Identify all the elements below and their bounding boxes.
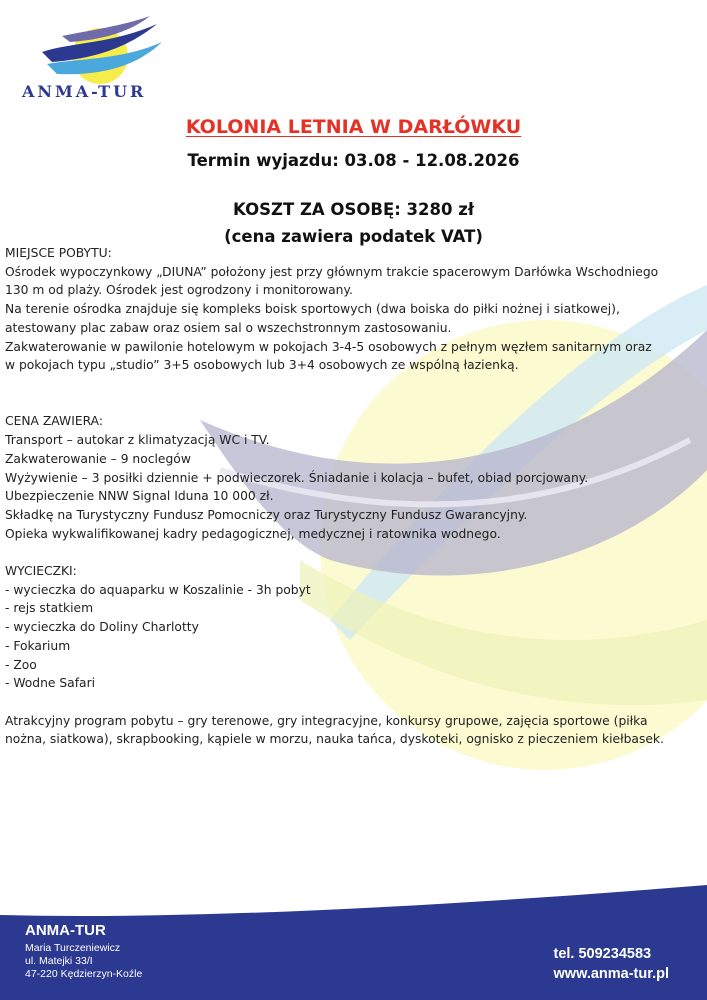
trip-dates: Termin wyjazdu: 03.08 - 12.08.2026 — [187, 151, 520, 170]
page-title: KOLONIA LETNIA W DARŁÓWKU — [185, 116, 522, 138]
price-vat-note: (cena zawiera podatek VAT) — [224, 227, 483, 246]
price-block — [0, 196, 707, 250]
includes-line: Transport – autokar z klimatyzacją WC i TV. — [5, 433, 270, 448]
program-line: Atrakcyjny program pobytu – gry terenowe, gry integracyjne, konkursy grupowe, zajęcia sportowe (piłka — [5, 713, 648, 728]
footer-owner: Maria Turczeniewicz — [25, 942, 121, 954]
trip-item: - Fokarium — [5, 638, 71, 653]
trip-item: - wycieczka do aquaparku w Koszalinie - 3h pobyt — [5, 582, 311, 597]
price-per-person: KOSZT ZA OSOBĘ: 3280 zł — [233, 200, 474, 219]
section-heading-stay: MIEJSCE POBYTU: — [5, 246, 112, 260]
footer-brand: ANMA-TUR — [25, 922, 106, 939]
stay-line: Zakwaterowanie w pawilonie hotelowym w pokojach 3-4-5 osobowych z pełnym węzłem sanitarnym oraz — [5, 339, 652, 354]
stay-line: Ośrodek wypoczynkowy „DIUNA” położony jest przy głównym trakcie spacerowym Darłówka Wschodniego — [5, 264, 659, 279]
includes-line: Składkę na Turystyczny Fundusz Pomocniczy oraz Turystyczny Fundusz Gwarancyjny. — [5, 507, 528, 522]
trip-item: - wycieczka do Doliny Charlotty — [5, 620, 199, 635]
stay-line: Na terenie ośrodka znajduje się kompleks boisk sportowych (dwa boiska do piłki nożnej i siatkowej), — [5, 302, 620, 317]
section-heading-includes: CENA ZAWIERA: — [5, 414, 103, 429]
stay-line: w pokojach typu „studio” 3+5 osobowych lub 3+4 osobowych ze wspólną łazienką. — [5, 358, 519, 373]
trip-item: - Wodne Safari — [5, 676, 96, 691]
footer-contact — [554, 944, 669, 984]
footer-website: www.anma-tur.pl — [553, 966, 669, 982]
includes-line: Zakwaterowanie – 9 noclegów — [5, 451, 191, 466]
includes-line: Wyżywienie – 3 posiłki dziennie + podwieczorek. Śniadanie i kolacja – bufet, obiad porcjowany. — [5, 470, 589, 485]
footer-phone: tel. 509234583 — [553, 946, 652, 962]
brand-wordmark: ANMA-TUR — [22, 82, 147, 101]
footer-city: 47-220 Kędzierzyn-Koźle — [25, 968, 143, 980]
stay-line: atestowany plac zabaw oraz osiem sal o wszechstronnym zastosowaniu. — [5, 320, 452, 335]
footer-street: ul. Matejki 33/I — [25, 955, 93, 967]
program-line: nożna, siatkowa), skrapbooking, kąpiele w morzu, nauka tańca, dyskoteki, ognisko z pieczeniem kiełbasek. — [5, 732, 664, 747]
includes-line: Opieka wykwalifikowanej kadry pedagogicznej, medycznej i ratownika wodnego. — [5, 526, 501, 541]
description-body — [5, 244, 700, 749]
trip-item: - rejs statkiem — [5, 601, 94, 616]
trip-item: - Zoo — [5, 657, 37, 672]
stay-line: 130 m od plaży. Ośrodek jest ogrodzony i monitorowany. — [5, 283, 353, 298]
includes-line: Ubezpieczenie NNW Signal Iduna 10 000 zł. — [5, 489, 274, 504]
section-heading-trips: WYCIECZKI: — [5, 564, 77, 579]
footer-address — [25, 922, 142, 981]
